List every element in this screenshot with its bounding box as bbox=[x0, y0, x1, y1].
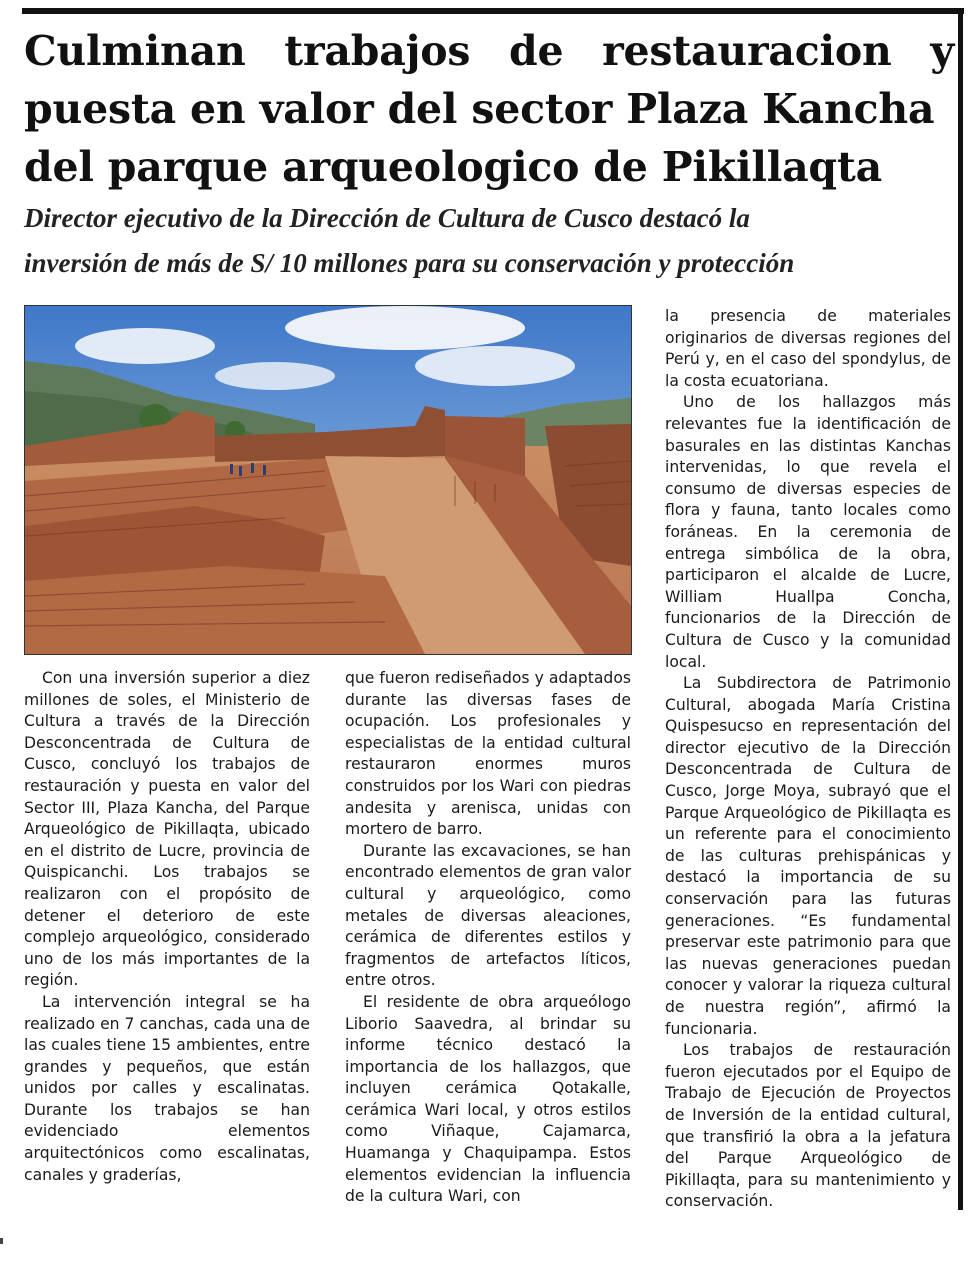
subheadline-line-2: inversión de más de S/ 10 millones para su conservación y protección bbox=[24, 248, 795, 278]
headline-line-2: puesta en valor del sector Plaza Kancha bbox=[24, 85, 935, 133]
subheadline-line-1: Director ejecutivo de la Dirección de Cultura de Cusco destacó la bbox=[24, 203, 750, 233]
column-3-paragraph: Uno de los hallazgos más relevantes fue la identificación de basurales en las distintas Kanchas intervenidas, lo que revela el consumo de diversas especies de flora y fauna, tanto locales como foráneas. En la ceremonia de entrega simbólica de la obra, participaron el alcalde de Lucre, William Huallpa Concha, funcionarios de la Dirección de Cultura de Cusco y la comunidad local. bbox=[665, 393, 951, 671]
article-column-2 bbox=[345, 668, 631, 1208]
subheadline bbox=[24, 196, 954, 286]
article-column-3 bbox=[665, 306, 951, 1213]
archaeological-ruins-photo-icon bbox=[25, 306, 631, 654]
column-2-paragraph: que fueron rediseñados y adaptados durante las diversas fases de ocupación. Los profesionales y especialistas de la entidad cultural restauraron enormes muros construidos por los Wari con piedras andesita y arenisca, unidas con mortero de barro. bbox=[345, 669, 631, 839]
headline-line-1: Culminan trabajos de restauracion y bbox=[24, 27, 954, 75]
column-3-paragraph: La Subdirectora de Patrimonio Cultural, abogada María Cristina Quispesucso en representación del director ejecutivo de la Dirección Desconcentrada de Cultura de Cusco, Jorge Moya, subrayó que el Parque Arqueológico de Pikillaqta es un referente para el conocimiento de las culturas prehispánicas y destacó la importancia de su conservación para las futuras generaciones. “Es fundamental preservar este patrimonio para que las nuevas generaciones puedan conocer y valorar la riqueza cultural de nuestra región”, afirmó la funcionaria. bbox=[665, 674, 951, 1038]
column-3-paragraph: la presencia de materiales originarios de diversas regiones del Perú y, en el caso del spondylus, de la costa ecuatoriana. bbox=[665, 307, 951, 390]
right-column-rule bbox=[958, 8, 963, 1210]
column-2-paragraph: El residente de obra arqueólogo Liborio Saavedra, al brindar su informe técnico destacó la importancia de los hallazgos, que incluyen cerámica Qotakalle, cerámica Wari local, y otros estilos como Viñaque, Cajamarca, Huamanga y Chaquipampa. Estos elementos evidencian la influencia de la cultura Wari, con bbox=[345, 992, 631, 1206]
article-column-1 bbox=[24, 668, 310, 1186]
headline-line-3: del parque arqueologico de Pikillaqta bbox=[24, 143, 883, 191]
column-1-paragraph: Con una inversión superior a diez millones de soles, el Ministerio de Cultura a través de la Dirección Desconcentrada de Cultura de Cusco, concluyó los trabajos de restauración y puesta en valor del Sector III, Plaza Kancha, del Parque Arqueológico de Pikillaqta, ubicado en el distrito de Lucre, provincia de Quispicanchi. Los trabajos se realizaron con el propósito de detener el deterioro de este complejo arqueológico, considerado uno de los más importantes de la región. bbox=[24, 669, 310, 990]
margin-mark bbox=[0, 1238, 3, 1244]
ruins-photo bbox=[24, 305, 632, 655]
column-2-paragraph: Durante las excavaciones, se han encontrado elementos de gran valor cultural y arqueológico, como metales de diversas aleaciones, cerámica de diferentes estilos y fragmentos de artefactos líticos, entre otros. bbox=[345, 841, 631, 990]
headline bbox=[24, 22, 954, 196]
column-3-paragraph: Los trabajos de restauración fueron ejecutados por el Equipo de Trabajo de Ejecución de Proyectos de Inversión de la entidad cultural, que transfirió la obra a la jefatura del Parque Arqueológico de Pikillaqta, para su mantenimiento y conservación. bbox=[665, 1041, 951, 1211]
top-rule bbox=[22, 8, 964, 14]
column-1-paragraph: La intervención integral se ha realizado en 7 canchas, cada una de las cuales tiene 15 ambientes, entre grandes y pequeños, que están unidos por calles y escalinatas. Durante los trabajos se han evidenciado elementos arquitectónicos como escalinatas, canales y graderías, bbox=[24, 992, 310, 1184]
